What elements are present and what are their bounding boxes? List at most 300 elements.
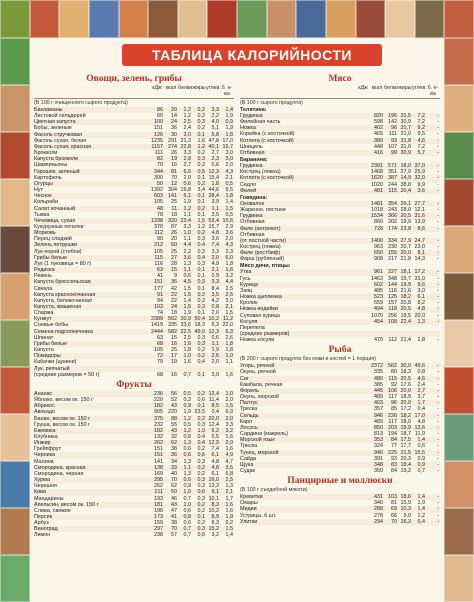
food-name: Угорь, речной	[240, 363, 275, 370]
food-name: Ножка косули	[240, 337, 275, 344]
nutrition-value: 0,2	[197, 150, 205, 157]
nutrition-value: 1,4	[225, 199, 233, 206]
nutrition-value: 0,4	[197, 242, 205, 249]
nutrition-value: 8,5	[211, 403, 219, 410]
nutrition-value: 6,3	[225, 409, 233, 416]
nutrition-value: 1,6	[197, 137, 205, 144]
nutrition-value: 17,2	[414, 269, 425, 276]
table-row	[240, 256, 440, 262]
nutrition-value: 27,0	[400, 169, 411, 176]
nutrition-value: 84	[391, 437, 397, 444]
table-row	[240, 468, 440, 474]
nutrition-value: 169	[154, 470, 163, 477]
table-header: кДж ккал белки жиры углев. б. е-ва	[34, 85, 234, 99]
nutrition-value: 36	[171, 452, 177, 459]
nutrition-value: 4,6	[417, 137, 425, 144]
nutrition-value: 18,4	[400, 461, 411, 468]
nutrition-value: 18,3	[400, 369, 411, 376]
food-name: Лук, репчатый	[34, 365, 70, 372]
nutrition-value: 20,7	[400, 243, 411, 250]
nutrition-value: 3,2	[211, 532, 219, 539]
nutrition-value: 243	[388, 207, 397, 214]
photo-tile	[0, 38, 30, 85]
food-name: Инжир	[34, 440, 51, 447]
nutrition-value: 15,2	[208, 526, 219, 533]
nutrition-value: 3,0	[211, 371, 219, 378]
nutrition-value: 52	[171, 397, 177, 404]
nutrition-value: 81	[391, 500, 397, 507]
nutrition-value: 106	[388, 387, 397, 394]
food-name: Лук (1 луковица = 80 г)	[34, 260, 92, 267]
nutrition-value: 112	[388, 337, 397, 344]
nutrition-value: 0,8	[183, 433, 191, 440]
nutrition-value: 4,6	[417, 375, 425, 382]
food-name: Жареное, постное	[240, 207, 287, 214]
food-name: Камбала, речная	[240, 381, 283, 388]
nutrition-value: 1,5	[225, 526, 233, 533]
food-name: Щука	[240, 461, 254, 468]
nutrition-value: 0,5	[197, 168, 205, 175]
nutrition-value: 70	[157, 162, 163, 169]
nutrition-value: 0,7	[183, 495, 191, 502]
food-name: Мидии	[240, 506, 257, 513]
nutrition-value: 0,1	[197, 267, 205, 274]
nutrition-value: 1,6	[225, 433, 233, 440]
nutrition-value: 173	[154, 514, 163, 520]
nutrition-value: 0,3	[197, 236, 205, 243]
nutrition-value: 194	[388, 431, 397, 438]
nutrition-value: 8,4	[211, 285, 219, 292]
nutrition-value: 93	[391, 455, 397, 462]
nutrition-value: 480	[374, 375, 383, 382]
food-name: Шпинат	[34, 334, 54, 341]
nutrition-value: 15,4	[208, 174, 219, 181]
nutrition-value: 6,3	[211, 322, 219, 329]
photo-tile	[0, 555, 30, 602]
nutrition-value: 100	[154, 119, 163, 126]
food-name: Помидоры	[34, 353, 61, 360]
nutrition-value: 70	[171, 477, 177, 484]
nutrition-value: 2,7	[211, 150, 219, 157]
nutrition-value: -	[437, 213, 439, 220]
nutrition-value: -	[437, 119, 439, 126]
nutrition-value: 334	[388, 237, 397, 244]
nutrition-value: 0,9	[417, 455, 425, 462]
nutrition-value: 0,4	[197, 440, 205, 447]
nutrition-value: -	[437, 424, 439, 431]
nutrition-value: 17,0	[414, 412, 425, 419]
nutrition-value: 41	[171, 514, 177, 520]
photo-tile	[326, 0, 356, 38]
table-row	[34, 532, 234, 538]
nutrition-value: 5,5	[211, 433, 219, 440]
nutrition-value: 57	[171, 532, 177, 539]
nutrition-value: 9,5	[417, 131, 425, 138]
nutrition-value: -	[437, 149, 439, 156]
photo-tile	[444, 85, 474, 132]
nutrition-value: 30,0	[400, 363, 411, 370]
nutrition-value: 2391	[371, 163, 383, 170]
nutrition-value: 126	[154, 131, 163, 138]
photo-tile	[0, 320, 30, 367]
nutrition-value: 3,6	[417, 187, 425, 194]
food-name: Соевые бобы	[34, 322, 69, 329]
photo-tile	[385, 0, 415, 38]
nutrition-value: 0,5	[183, 390, 191, 397]
nutrition-value: 0,1	[197, 193, 205, 200]
nutrition-value: -	[437, 181, 439, 188]
nutrition-value: 19,9	[400, 219, 411, 226]
nutrition-value: 12,1	[414, 207, 425, 214]
nutrition-value: 20,3	[400, 455, 411, 462]
nutrition-value: 225	[388, 449, 397, 456]
nutrition-value: 5,7	[417, 149, 425, 156]
food-name: Ножка цыпленка	[240, 294, 282, 301]
nutrition-value: 36	[171, 279, 177, 286]
nutrition-value: 2,0	[225, 236, 233, 243]
nutrition-value: 2,0	[225, 415, 233, 422]
nutrition-value: 19,8	[180, 187, 191, 194]
nutrition-value: 6,1	[183, 193, 191, 200]
nutrition-value: 18,0	[400, 418, 411, 425]
nutrition-value: 212	[154, 242, 163, 249]
nutrition-value: 1,8	[225, 131, 233, 138]
nutrition-value: 19	[171, 156, 177, 163]
nutrition-value: 946	[374, 412, 383, 419]
nutrition-value: 53,4	[208, 217, 219, 224]
photo-tile	[30, 0, 60, 38]
food-name: Шампиньоны	[34, 162, 68, 169]
nutrition-value: 294	[374, 518, 383, 525]
nutrition-value: 2,8	[417, 337, 425, 344]
nutrition-value: 4,5	[183, 279, 191, 286]
nutrition-value: -	[437, 449, 439, 456]
nutrition-value: 3,9	[211, 199, 219, 206]
nutrition-value: 3,0	[225, 150, 233, 157]
food-name: Судак	[240, 467, 255, 474]
nutrition-value: 68	[157, 340, 163, 347]
nutrition-value: 18,1	[400, 269, 411, 276]
food-name: Огурцы	[34, 180, 53, 187]
nutrition-value: 2,3	[211, 156, 219, 163]
nutrition-value: 0,7	[183, 526, 191, 533]
nutrition-value: 81	[171, 168, 177, 175]
nutrition-value: 1,0	[183, 489, 191, 496]
food-name: Филей	[240, 187, 257, 194]
nutrition-value: 297	[154, 526, 163, 533]
nutrition-value: -	[437, 163, 439, 170]
nutrition-value: 50	[171, 242, 177, 249]
nutrition-value: 25	[171, 248, 177, 255]
nutrition-value: 43	[171, 427, 177, 434]
food-name: Грейпфрут	[34, 446, 62, 453]
nutrition-value: -	[437, 443, 439, 450]
nutrition-value: 0,1	[197, 273, 205, 280]
nutrition-value: 103	[154, 304, 163, 310]
nutrition-value: 1,6	[183, 359, 191, 366]
food-name: Клубника	[34, 433, 58, 440]
food-name: Нут	[34, 187, 44, 194]
section-title-fruits: Фрукты	[116, 379, 152, 390]
nutrition-value: 18,5	[400, 312, 411, 319]
nutrition-value: 8,9	[211, 514, 219, 520]
nutrition-value: 0,6	[183, 273, 191, 280]
nutrition-value: 2,8	[183, 156, 191, 163]
photo-tile	[0, 508, 30, 555]
nutrition-value: 0,1	[197, 211, 205, 218]
nutrition-value: 0,9	[417, 461, 425, 468]
nutrition-value: 193	[154, 495, 163, 502]
nutrition-value: 1,8	[225, 347, 233, 354]
food-name: Банан, весом ок. 150 г	[34, 415, 91, 422]
nutrition-value: 0,9	[183, 483, 191, 490]
nutrition-value: 111	[154, 150, 163, 157]
nutrition-value: 860	[374, 219, 383, 226]
nutrition-value: 403	[374, 400, 383, 407]
nutrition-value: 0,2	[197, 180, 205, 187]
nutrition-value: 1,6	[225, 501, 233, 508]
nutrition-value: 9,9	[417, 181, 425, 188]
nutrition-value: 0,1	[197, 514, 205, 520]
nutrition-value: 385	[374, 381, 383, 388]
nutrition-value: 485	[374, 287, 383, 294]
nutrition-value: -	[437, 387, 439, 394]
nutrition-value: 1,0	[183, 353, 191, 360]
nutrition-value: 1,9	[211, 347, 219, 354]
nutrition-value: 18,7	[400, 431, 411, 438]
nutrition-value: -	[437, 318, 439, 325]
nutrition-value: 20,4	[400, 187, 411, 194]
photo-tile	[0, 414, 30, 461]
nutrition-value: 454	[374, 318, 383, 325]
nutrition-value: 295	[154, 477, 163, 484]
nutrition-value: 0,3	[197, 477, 205, 484]
table-note: (В 100 г сырого продукта)	[240, 100, 303, 106]
food-name: Лосось	[240, 424, 258, 431]
nutrition-value: 27	[171, 254, 177, 261]
nutrition-value: 4,0	[211, 119, 219, 126]
nutrition-value: 217	[388, 256, 397, 263]
nutrition-value: 211	[154, 489, 163, 496]
nutrition-value: 26,1	[400, 200, 411, 207]
photo-tile	[0, 461, 30, 508]
nutrition-value: 2,6	[225, 334, 233, 341]
nutrition-value: -	[437, 375, 439, 382]
nutrition-value: 1,6	[225, 507, 233, 514]
nutrition-value: 18,2	[400, 412, 411, 419]
nutrition-value: 0,4	[197, 433, 205, 440]
nutrition-value: 115	[154, 254, 163, 261]
nutrition-value: 118	[388, 306, 397, 313]
nutrition-value: -	[437, 418, 439, 425]
nutrition-value: 1,2	[183, 427, 191, 434]
nutrition-value: 320	[168, 217, 177, 224]
nutrition-value: 0,3	[183, 397, 191, 404]
nutrition-value: 155	[388, 250, 397, 257]
nutrition-value: 31,0	[400, 131, 411, 138]
nutrition-value: 1,2	[197, 223, 205, 230]
nutrition-value: 28,0	[400, 207, 411, 214]
nutrition-value: 16	[171, 162, 177, 169]
nutrition-value: 0,3	[197, 421, 205, 428]
nutrition-value: 27,7	[414, 200, 425, 207]
nutrition-value: 31,6	[414, 213, 425, 220]
nutrition-value: 2,7	[417, 387, 425, 394]
nutrition-value: 389	[374, 137, 383, 144]
nutrition-value: 14	[171, 113, 177, 120]
nutrition-value: 2,1	[225, 304, 233, 310]
nutrition-value: 1,8	[225, 260, 233, 267]
nutrition-value: 7,4	[211, 242, 219, 249]
nutrition-value: 1,0	[183, 501, 191, 508]
food-name: Персик	[34, 514, 52, 520]
vegetables-table	[34, 107, 234, 378]
nutrition-value: 16	[171, 371, 177, 378]
food-name: Кукурузные початки	[34, 223, 84, 230]
nutrition-value: 1,6	[183, 340, 191, 347]
nutrition-value: 6,1	[211, 452, 219, 459]
nutrition-value: 10,1	[208, 495, 219, 502]
nutrition-value: 93	[391, 137, 397, 144]
nutrition-value: 28	[171, 260, 177, 267]
nutrition-value: 1,7	[417, 400, 425, 407]
nutrition-value: 196	[388, 113, 397, 119]
nutrition-value: 375	[154, 415, 163, 422]
nutrition-value: 18	[171, 211, 177, 218]
nutrition-value: 23,4	[180, 217, 191, 224]
nutrition-value: 151	[154, 279, 163, 286]
nutrition-value: 431	[374, 494, 383, 501]
left-column	[34, 72, 234, 540]
nutrition-value: 23,8	[400, 225, 411, 232]
nutrition-value: 2,5	[225, 477, 233, 484]
nutrition-value: 91	[157, 291, 163, 298]
nutrition-value: 24	[171, 119, 177, 126]
nutrition-value: 465	[374, 131, 383, 138]
nutrition-value: 11,2	[222, 316, 233, 323]
nutrition-value: 11	[171, 205, 177, 212]
nutrition-value: 0,6	[197, 397, 205, 404]
food-name: (средние размеров = 50 г)	[34, 371, 100, 378]
nutrition-value: 1463	[371, 275, 383, 282]
food-name: Абрикос	[34, 403, 55, 410]
nutrition-value: -	[437, 281, 439, 288]
food-name: Смородина, черная	[34, 470, 84, 477]
nutrition-value: 1235	[151, 137, 163, 144]
nutrition-value: 1,6	[225, 267, 233, 274]
food-name: Фасоль стручковая	[34, 131, 82, 138]
nutrition-value: 0,2	[197, 205, 205, 212]
food-name: Кролик	[240, 300, 258, 307]
nutrition-value: 174	[388, 225, 397, 232]
nutrition-value: 19,2	[400, 467, 411, 474]
nutrition-value: -	[437, 512, 439, 519]
food-name: Ревень	[34, 273, 52, 280]
nutrition-value: -	[437, 518, 439, 525]
nutrition-value: 151	[154, 446, 163, 453]
nutrition-value: 4,3	[225, 242, 233, 249]
nutrition-value: 0,6	[211, 334, 219, 341]
nutrition-value: 0,6	[183, 507, 191, 514]
nutrition-value: 22,4	[400, 318, 411, 325]
food-name: Баклажаны	[34, 107, 63, 113]
nutrition-value: -	[437, 494, 439, 501]
nutrition-value: 17,0	[222, 137, 233, 144]
food-name: Чечевица, сухая	[34, 217, 76, 224]
nutrition-value: 18	[171, 310, 177, 317]
nutrition-value: 20,5	[400, 306, 411, 313]
nutrition-value: 3,7	[417, 394, 425, 401]
nutrition-value: 12,3	[208, 168, 219, 175]
nutrition-value: 17,5	[400, 437, 411, 444]
nutrition-value: -	[437, 137, 439, 144]
nutrition-value: 48	[157, 205, 163, 212]
nutrition-value: 2,6	[211, 353, 219, 360]
nutrition-value: 3,3	[183, 223, 191, 230]
food-name: Салат кочанный	[34, 205, 75, 212]
nutrition-value: 18,3	[194, 322, 205, 329]
nutrition-value: 0,1	[197, 131, 205, 138]
nutrition-value: 489	[374, 418, 383, 425]
nutrition-value: 4,7	[225, 458, 233, 465]
nutrition-value: 8,6	[417, 225, 425, 232]
nutrition-value: 60	[157, 113, 163, 120]
nutrition-value: 0,2	[197, 113, 205, 120]
nutrition-value: 1018	[371, 207, 383, 214]
nutrition-value: 9,0	[403, 512, 411, 519]
nutrition-value: 1,9	[183, 310, 191, 317]
nutrition-value: 582	[168, 328, 177, 335]
nutrition-value: 2372	[371, 363, 383, 370]
photo-tile	[444, 179, 474, 226]
nutrition-value: 4,8	[211, 458, 219, 465]
nutrition-value: 820	[374, 113, 383, 119]
food-name: (от постной части)	[240, 237, 286, 244]
nutrition-value: -	[437, 394, 439, 401]
nutrition-value: 262	[154, 483, 163, 490]
meat-table	[240, 107, 440, 343]
nutrition-value: -	[437, 306, 439, 313]
nutrition-value: 236	[154, 390, 163, 397]
photo-tile	[444, 367, 474, 414]
meat-group-table	[240, 201, 440, 263]
group-label: Баранина:	[240, 157, 268, 164]
food-name: Чеснок	[34, 193, 52, 200]
nutrition-value: 227	[388, 269, 397, 276]
food-name: Седло	[240, 181, 257, 188]
food-name: Капуста, белокочанная	[34, 297, 92, 304]
nutrition-value: 0,6	[183, 477, 191, 484]
nutrition-value: 20,0	[400, 400, 411, 407]
nutrition-value: -	[437, 256, 439, 263]
food-name: Киви	[34, 489, 47, 496]
nutrition-value: 304	[168, 187, 177, 194]
nutrition-value: 26	[171, 230, 177, 237]
nutrition-value: 49,0	[194, 328, 205, 335]
nutrition-value: 38,8	[400, 181, 411, 188]
nutrition-value: 1,2	[183, 415, 191, 422]
food-name: Редиска	[34, 267, 55, 274]
nutrition-value: 17	[171, 353, 177, 360]
food-name: Горошек, зеленый	[34, 168, 80, 175]
nutrition-value: 2,3	[225, 248, 233, 255]
nutrition-value: 17,2	[400, 406, 411, 413]
nutrition-value: -	[437, 461, 439, 468]
nutrition-value: 13,6	[414, 424, 425, 431]
nutrition-value: 8,3	[211, 501, 219, 508]
nutrition-value: 38	[171, 446, 177, 453]
nutrition-value: 44,6	[208, 187, 219, 194]
